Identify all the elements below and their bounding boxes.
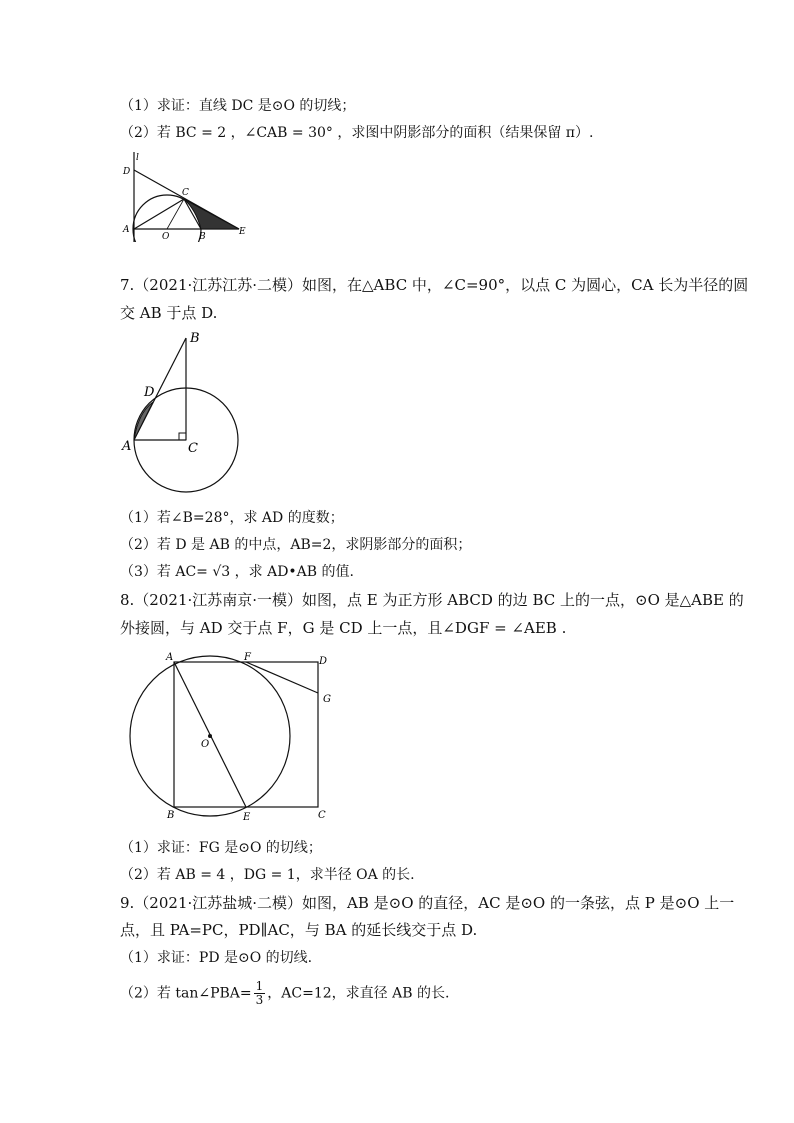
q8-label-B: B — [167, 810, 175, 821]
q8-label-F: F — [244, 652, 251, 663]
q8-part2: （2）若 AB = 4 ，DG = 1，求半径 OA 的长. — [120, 867, 415, 883]
q8-label-C: C — [318, 810, 326, 821]
q8-label-O: O — [201, 739, 210, 750]
q7-part2: （2）若 D 是 AB 的中点，AB=2，求阴影部分的面积； — [120, 537, 472, 553]
q7-label-D: D — [144, 385, 155, 400]
q6-label-l: l — [136, 153, 139, 163]
q8-label-E: E — [243, 812, 251, 823]
q8-label-D: D — [319, 656, 328, 667]
q7-label-C: C — [188, 441, 198, 456]
q8-part1: （1）求证：FG 是⊙O 的切线； — [120, 840, 322, 856]
q6-label-A: A — [123, 225, 130, 235]
q9-part2-suffix: ，AC=12，求直径 AB 的长. — [267, 985, 450, 1002]
q6-part2: （2）若 BC = 2 ，∠CAB = 30° ，求图中阴影部分的面积（结果保留 π）. — [120, 125, 594, 141]
q7-stem-line2: 交 AB 于点 D. — [120, 304, 218, 322]
q6-label-B: B — [199, 232, 206, 242]
q7-stem-line1: 7.（2021·江苏江苏·二模）如图，在△ABC 中，∠C=90°，以点 C 为圆心，CA 长为半径的圆 — [120, 276, 749, 294]
q6-label-D: D — [123, 167, 131, 177]
q6-label-O: O — [162, 232, 170, 242]
q8-stem-line2: 外接圆，与 AD 交于点 F，G 是 CD 上一点，且∠DGF = ∠AEB . — [120, 619, 567, 637]
q6-figure — [118, 152, 253, 242]
q7-label-B: B — [190, 331, 200, 346]
q7-part1: （1）若∠B=28°，求 AD 的度数； — [120, 510, 344, 526]
q8-stem-line1: 8.（2021·江苏南京·一模）如图，点 E 为正方形 ABCD 的边 BC 上的一点，⊙O 是△ABE 的 — [120, 591, 744, 609]
q7-part3: （3）若 AC= √3 ，求 AD•AB 的值. — [120, 564, 354, 580]
q8-label-G: G — [323, 694, 331, 705]
q9-part2-prefix: （2）若 tan∠PBA= — [120, 985, 252, 1002]
q6-label-C: C — [182, 188, 189, 198]
q9-part2 — [120, 980, 449, 1007]
q7-label-A: A — [122, 439, 132, 454]
q9-fraction-denominator: 3 — [255, 993, 264, 1007]
q6-part1: （1）求证：直线 DC 是⊙O 的切线； — [120, 98, 356, 114]
q9-stem-line2: 点，且 PA=PC，PD∥AC，与 BA 的延长线交于点 D. — [120, 921, 478, 939]
q8-label-A: A — [166, 652, 174, 663]
q8-figure — [125, 648, 340, 823]
q9-part1: （1）求证：PD 是⊙O 的切线. — [120, 950, 313, 966]
q9-fraction-numerator: 1 — [255, 979, 264, 993]
q9-fraction — [254, 980, 266, 1007]
q7-figure — [118, 328, 248, 496]
q6-label-E: E — [239, 227, 246, 237]
q9-stem-line1: 9.（2021·江苏盐城·二模）如图，AB 是⊙O 的直径，AC 是⊙O 的一条弦，点 P 是⊙O 上一 — [120, 894, 735, 912]
